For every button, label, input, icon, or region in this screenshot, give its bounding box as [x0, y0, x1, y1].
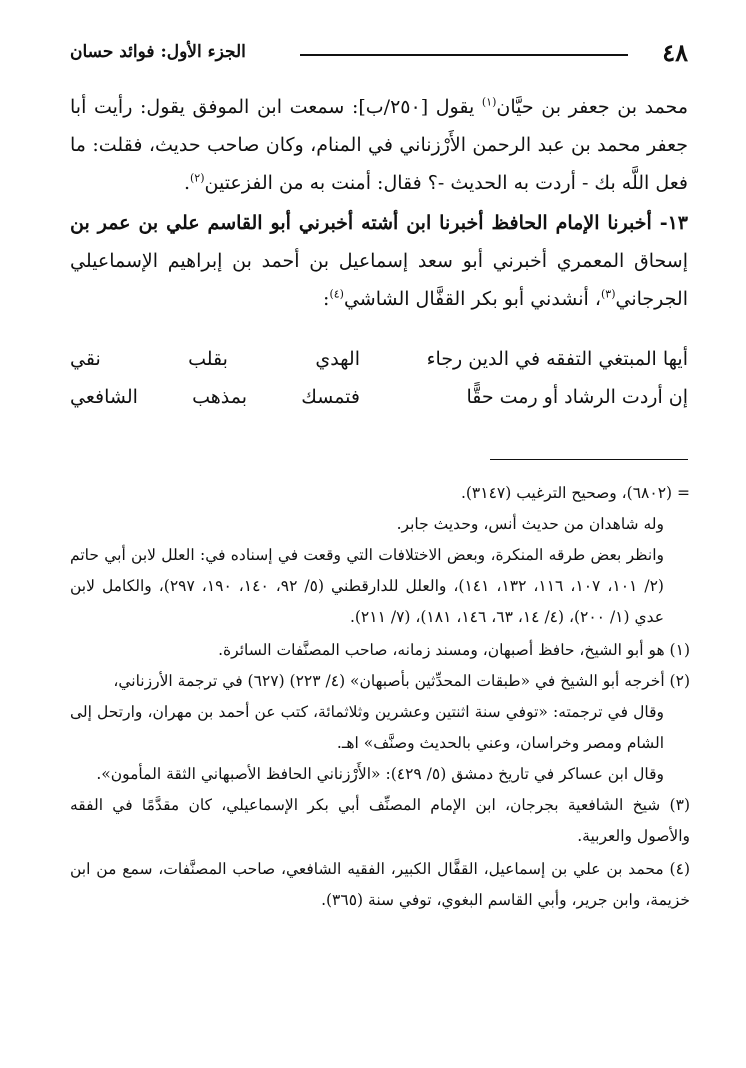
- verse-second-hemistich: الهدي بقلب نقي: [70, 348, 360, 370]
- isnad-text: إسحاق المعمري أخبرني أبو سعد إسماعيل بن أحمد بن إبراهيم الإسماعيلي الجرجاني: [70, 250, 688, 310]
- main-text: [70, 88, 688, 318]
- isnad-text-continued: ، أنشدني أبو بكر القفَّال الشاشي: [343, 288, 601, 310]
- footnote-2: (٢) أخرجه أبو الشيخ في «طبقات المحدِّثين بأصبهان» (٤/ ٢٢٣) (٦٢٧) في ترجمة الأرزناني،: [113, 672, 690, 690]
- footnote-1: (١) هو أبو الشيخ، حافظ أصبهان، ومسند زمانه، صاحب المصنَّفات السائرة.: [218, 641, 690, 659]
- footnote-separator: [490, 459, 688, 460]
- verse-line: [70, 340, 688, 378]
- footnote-continuation: وانظر بعض طرقه المنكرة، وبعض الاختلافات التي وقعت في إسناده في: العلل لابن أبي حاتم (٢/ ١٠١، ١٠٧، ١١٦، ١٣٢، ١٤١)، والعلل للدارقطني (٥/ ٩٢، ١٤٠، ١٩٠، ٢٩٧)، والكامل لابن عدي (١/ ٢٠٠)، (٤/ ١٤، ٦٣، ١٤٦، ١٨١)، (٧/ ٢١١).: [70, 546, 664, 626]
- paragraph-hadith-13: [70, 204, 688, 318]
- narration-text-start: محمد بن جعفر بن حيَّان: [496, 96, 689, 118]
- footnote-2-continued: وقال ابن عساكر في تاريخ دمشق (٥/ ٤٢٩): «الأَرْزناني الحافظ الأصبهاني الثقة المأمون».: [96, 765, 664, 783]
- verse-line: [70, 378, 688, 416]
- header-rule: [300, 54, 628, 56]
- running-title: الجزء الأول: فوائد حسان: [70, 42, 246, 62]
- footnote-4: (٤) محمد بن علي بن إسماعيل، القفَّال الكبير، الفقيه الشافعي، صاحب المصنَّفات، سمع من ابن خزيمة، وابن جرير، وأبي القاسم البغوي، توفي سنة (٣٦٥).: [70, 860, 690, 909]
- footnote-continuation: وله شاهدان من حديث أنس، وحديث جابر.: [396, 515, 664, 533]
- isnad-bold-text: أخبرنا الإمام الحافظ أخبرنا ابن أشته أخبرني أبو القاسم علي بن عمر بن: [70, 212, 660, 234]
- footnote-ref-2: (٢): [189, 171, 205, 185]
- isnad-colon: :: [323, 288, 330, 310]
- page-number: ٤٨: [662, 38, 688, 67]
- narration-text-middle: يقول [٢٥٠/ب]: سمعت ابن الموفق يقول: رأيت أبا جعفر محمد بن عبد الرحمن الأَرْزناني في المنام، وكان صاحب حديث، فقلت: ما فعل اللَّه بك - أردت به الحديث -؟ فقال: أمنت به من الفزعتين: [70, 96, 688, 194]
- footnote-3: (٣) شيخ الشافعية بجرجان، ابن الإمام المصنِّف أبي بكر الإسماعيلي، كان مقدَّمًا في الفقه والأصول والعربية.: [70, 796, 690, 845]
- footnote-ref-1: (١): [481, 95, 497, 109]
- footnotes: [70, 478, 690, 916]
- footnote-2-continued: وقال في ترجمته: «توفي سنة اثنتين وعشرين وثلاثمائة، كتب عن أحمد بن مهران، وارتحل إلى الشام ومصر وخراسان، وعني بالحديث وصنَّف» اهـ.: [70, 703, 664, 752]
- hadith-number: ١٣-: [659, 212, 688, 234]
- paragraph-narration: [70, 88, 688, 202]
- footnote-ref-4: (٤): [329, 287, 344, 301]
- verse-second-hemistich: فتمسك بمذهب الشافعي: [70, 386, 360, 408]
- verse-first-hemistich: أيها المبتغي التفقه في الدين رجاء: [426, 348, 688, 370]
- narration-text-end: .: [183, 172, 190, 194]
- verse-first-hemistich: إن أردت الرشاد أو رمت حقًّا: [466, 386, 688, 408]
- footnote-continuation: = (٦٨٠٢)، وصحيح الترغيب (٣١٤٧).: [460, 484, 690, 502]
- running-header: [70, 38, 688, 68]
- poem: [70, 340, 688, 416]
- footnote-ref-3: (٣): [601, 287, 616, 301]
